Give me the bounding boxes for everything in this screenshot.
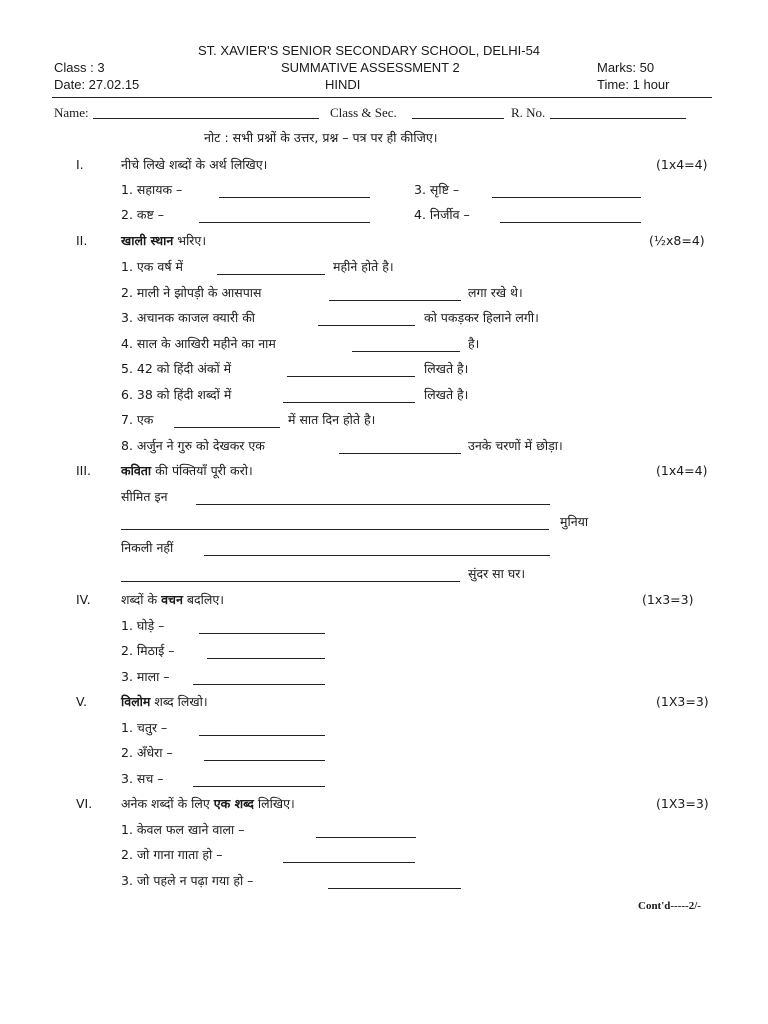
q2-blank-7[interactable] <box>174 427 280 428</box>
subject-label: HINDI <box>325 77 361 92</box>
q3-answer-2[interactable] <box>121 529 549 530</box>
q5-item-3: 3. सच – <box>121 771 164 786</box>
header-divider <box>52 97 712 98</box>
q5-answer-1[interactable] <box>199 735 325 736</box>
class-label: Class : 3 <box>54 60 105 75</box>
q2-item-1-post: महीने होते है। <box>333 259 394 274</box>
q4-marks: (1x3=3) <box>642 592 694 607</box>
continued-note: Cont'd-----2/- <box>638 900 701 912</box>
q4-title <box>121 594 224 607</box>
q2-item-2-post: लगा रखे थे। <box>468 285 523 300</box>
q3-line-2-end: मुनिया <box>560 514 589 529</box>
q6-title-pre: अनेक शब्दों के लिए <box>121 796 214 811</box>
q2-item-5-post: लिखते है। <box>424 361 469 376</box>
q3-number: III. <box>76 463 92 478</box>
q2-blank-3[interactable] <box>318 325 415 326</box>
q3-answer-1[interactable] <box>196 504 550 505</box>
q2-marks: (½x8=4) <box>649 233 705 248</box>
q5-number: V. <box>76 694 87 709</box>
q6-marks: (1X3=3) <box>656 796 709 811</box>
q3-answer-4[interactable] <box>121 581 460 582</box>
q2-item-7-pre: 7. एक <box>121 412 154 427</box>
q2-blank-4[interactable] <box>352 351 460 352</box>
q3-line-3-start: निकली नहीं <box>121 540 174 555</box>
q1-answer-4[interactable] <box>500 222 641 223</box>
school-name: ST. XAVIER'S SENIOR SECONDARY SCHOOL, DELHI-54 <box>198 43 541 58</box>
q4-item-1: 1. घोड़े – <box>121 618 165 633</box>
marks-label: Marks: 50 <box>597 60 655 75</box>
q5-title-bold: विलोम <box>121 694 151 709</box>
q3-title-rest: की पंक्तियाँ पूरी करो। <box>151 463 253 478</box>
q2-item-8-post: उनके चरणों में छोड़ा। <box>468 438 563 453</box>
q4-answer-1[interactable] <box>199 633 325 634</box>
q2-item-3-pre: 3. अचानक काजल क्यारी की <box>121 310 256 325</box>
q2-item-7-post: में सात दिन होते है। <box>288 412 376 427</box>
q5-item-1: 1. चतुर – <box>121 720 168 735</box>
q3-line-1-start: सीमित इन <box>121 489 168 504</box>
q3-title <box>121 465 253 478</box>
name-label: Name: <box>54 105 89 120</box>
note-text: नोट : सभी प्रश्नों के उत्तर, प्रश्न – पत्र पर ही कीजिए। <box>204 130 438 145</box>
q5-marks: (1X3=3) <box>656 694 709 709</box>
q2-title-rest: भरिए। <box>173 233 207 248</box>
rno-field[interactable] <box>550 118 686 119</box>
q2-blank-6[interactable] <box>283 402 415 403</box>
q3-answer-3[interactable] <box>204 555 550 556</box>
q1-number: I. <box>76 157 84 172</box>
q6-item-3: 3. जो पहले न पढ़ा गया हो – <box>121 873 254 888</box>
q5-answer-3[interactable] <box>193 786 325 787</box>
q5-answer-2[interactable] <box>204 760 325 761</box>
q2-item-1-pre: 1. एक वर्ष में <box>121 259 184 274</box>
q6-item-2: 2. जो गाना गाता हो – <box>121 847 223 862</box>
q6-answer-3[interactable] <box>328 888 461 889</box>
q3-title-bold: कविता <box>121 463 152 478</box>
q4-title-pre: शब्दों के <box>121 592 162 607</box>
q4-title-rest: बदलिए। <box>182 592 225 607</box>
q2-title-bold: खाली स्थान <box>121 233 174 248</box>
q2-blank-5[interactable] <box>287 376 415 377</box>
assessment-title: SUMMATIVE ASSESSMENT 2 <box>281 60 460 75</box>
q2-blank-8[interactable] <box>339 453 461 454</box>
q4-item-3: 3. माला – <box>121 669 170 684</box>
q2-item-5-pre: 5. 42 को हिंदी अंकों में <box>121 361 232 376</box>
q6-title-rest: लिखिए। <box>253 796 295 811</box>
q4-number: IV. <box>76 592 91 607</box>
q2-item-4-post: है। <box>468 336 480 351</box>
q1-title: नीचे लिखे शब्दों के अर्थ लिखिए। <box>121 157 268 172</box>
q6-answer-2[interactable] <box>283 862 415 863</box>
name-field[interactable] <box>93 118 319 119</box>
q2-item-6-pre: 6. 38 को हिंदी शब्दों में <box>121 387 232 402</box>
q1-item-4: 4. निर्जीव – <box>414 207 470 222</box>
date-label: Date: 27.02.15 <box>54 77 140 92</box>
q4-answer-2[interactable] <box>207 658 325 659</box>
q5-title <box>121 696 208 709</box>
q2-number: II. <box>76 233 88 248</box>
q5-title-rest: शब्द लिखो। <box>150 694 208 709</box>
time-label: Time: 1 hour <box>597 77 670 92</box>
q2-item-3-post: को पकड़कर हिलाने लगी। <box>424 310 539 325</box>
q6-title-bold: एक शब्द <box>213 796 254 811</box>
q1-answer-2[interactable] <box>199 222 370 223</box>
q4-item-2: 2. मिठाई – <box>121 643 175 658</box>
q6-title <box>121 798 295 811</box>
q1-item-2: 2. कष्ट – <box>121 207 165 222</box>
q2-title <box>121 235 206 248</box>
q3-marks: (1x4=4) <box>656 463 708 478</box>
q1-item-3: 3. सृष्टि – <box>414 182 460 197</box>
q1-answer-3[interactable] <box>492 197 641 198</box>
class-sec-label: Class & Sec. <box>330 105 397 120</box>
q2-blank-1[interactable] <box>217 274 325 275</box>
q2-item-2-pre: 2. माली ने झोपड़ी के आसपास <box>121 285 262 300</box>
q2-item-8-pre: 8. अर्जुन ने गुरु को देखकर एक <box>121 438 265 453</box>
q2-item-6-post: लिखते है। <box>424 387 469 402</box>
q2-item-4-pre: 4. साल के आखिरी महीने का नाम <box>121 336 276 351</box>
q6-number: VI. <box>76 796 93 811</box>
q1-answer-1[interactable] <box>219 197 370 198</box>
q1-marks: (1x4=4) <box>656 157 708 172</box>
q6-item-1: 1. केवल फल खाने वाला – <box>121 822 245 837</box>
q3-line-4-end: सुंदर सा घर। <box>468 566 526 581</box>
rno-label: R. No. <box>511 105 546 120</box>
q2-blank-2[interactable] <box>329 300 461 301</box>
q1-item-1: 1. सहायक – <box>121 182 183 197</box>
q4-title-bold: वचन <box>161 592 183 607</box>
class-sec-field[interactable] <box>412 118 504 119</box>
q5-item-2: 2. अँधेरा – <box>121 745 173 760</box>
q6-answer-1[interactable] <box>316 837 416 838</box>
q4-answer-3[interactable] <box>193 684 325 685</box>
